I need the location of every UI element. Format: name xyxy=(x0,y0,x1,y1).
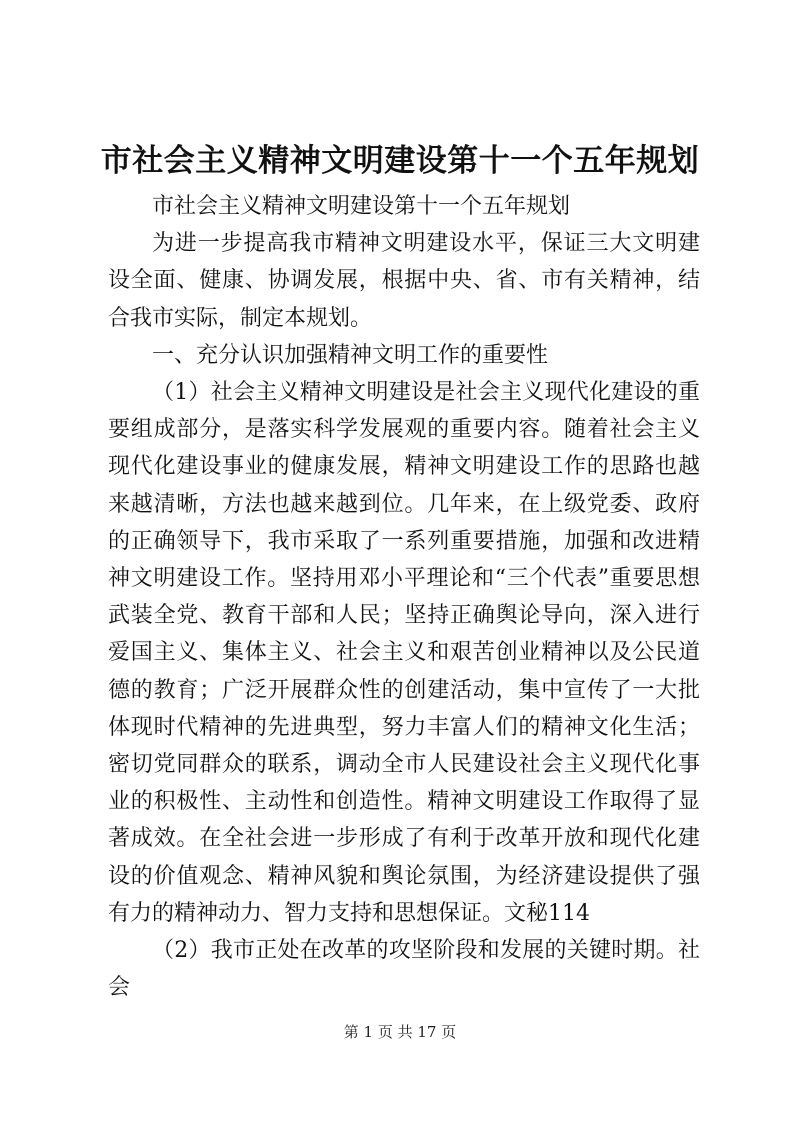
intro-paragraph: 为进一步提高我市精神文明建设水平，保证三大文明建设全面、健康、协调发展，根据中央、省、市有关精神，结合我市实际，制定本规划。 xyxy=(108,231,700,331)
body-paragraph-1: （1）社会主义精神文明建设是社会主义现代化建设的重要组成部分，是落实科学发展观的重要内容。随着社会主义现代化建设事业的健康发展，精神文明建设工作的思路也越来越清晰，方法也越来越到位。几年来，在上级党委、政府的正确领导下，我市采取了一系列重要措施，加强和改进精神文明建设工作。坚持用邓小平理论和“三个代表”重要思想武装全党、教育干部和人民；坚持正确舆论导向，深入进行爱国主义、集体主义、社会主义和艰苦创业精神以及公民道德的教育；广泛开展群众性的创建活动，集中宣传了一大批体现时代精神的先进典型，努力丰富人们的精神文化生活；密切党同群众的联系，调动全市人民建设社会主义现代化事业的积极性、主动性和创造性。精神文明建设工作取得了显著成效。在全社会进一步形成了有利于改革开放和现代化建设的价值观念、精神风貌和舆论氛围，为经济建设提供了强有力的精神动力、智力支持和思想保证。文秘114 xyxy=(108,380,700,926)
body-paragraph-2: （2）我市正处在改革的攻坚阶段和发展的关键时期。社会 xyxy=(108,938,700,1001)
subtitle-paragraph: 市社会主义精神文明建设第十一个五年规划 xyxy=(152,194,571,219)
document-body xyxy=(108,188,700,1006)
page-footer xyxy=(0,1022,800,1042)
page-number-label: 第 1 页 共 17 页 xyxy=(343,1023,457,1041)
section-heading: 一、充分认识加强精神文明工作的重要性 xyxy=(152,342,549,368)
document-title: 市社会主义精神文明建设第十一个五年规划 xyxy=(100,143,700,179)
